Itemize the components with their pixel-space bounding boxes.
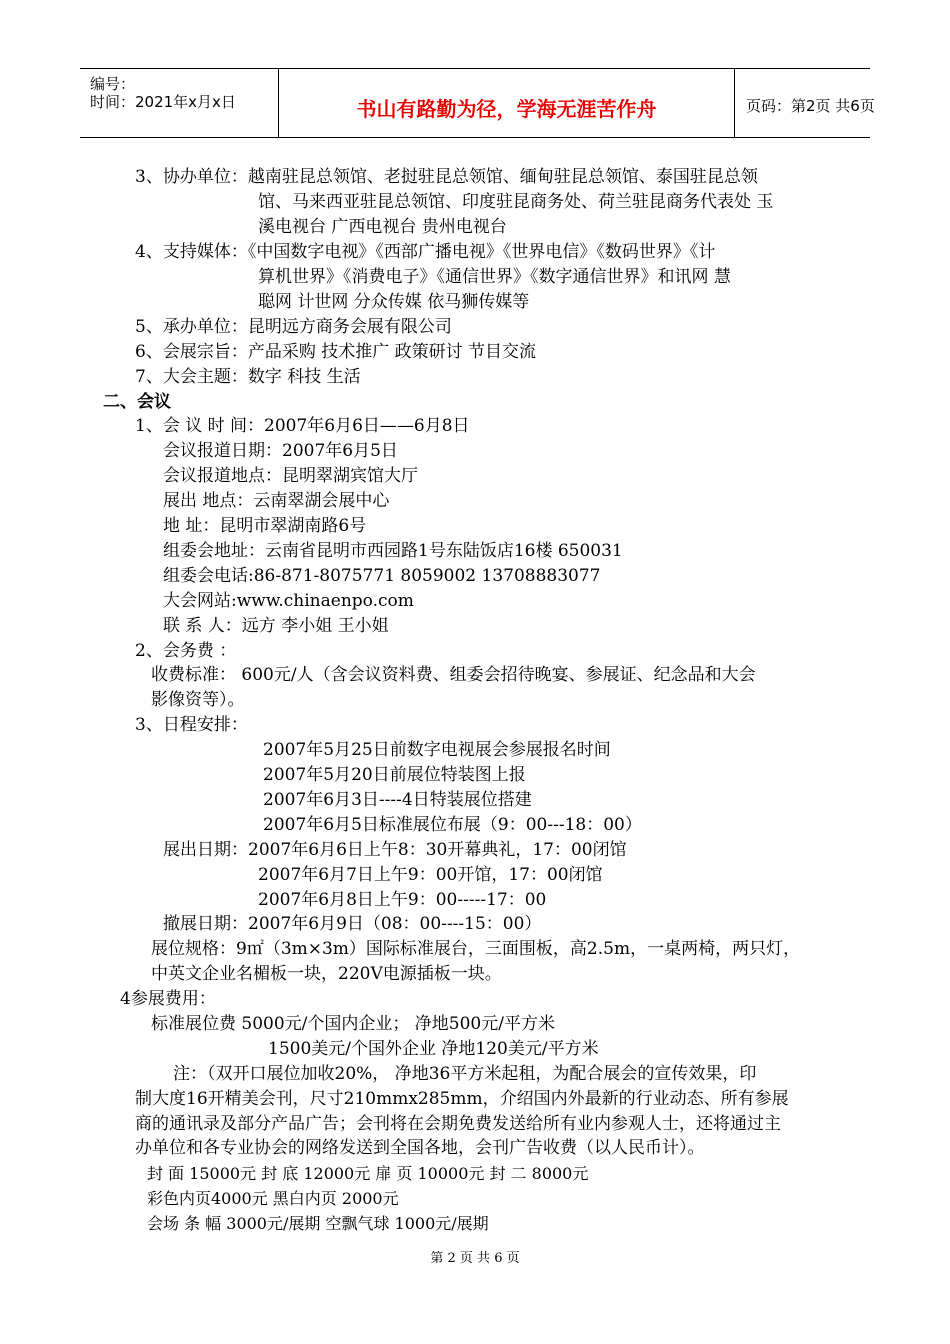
section-heading: 二、会议	[103, 392, 171, 412]
text-line: 4参展费用：	[120, 989, 216, 1009]
text-line: 2007年6月5日标准展位布展（9：00---18：00）	[263, 815, 642, 835]
page-footer: 第 2 页 共 6 页	[430, 1251, 520, 1266]
doc-number-label: 编号：	[90, 75, 136, 93]
text-line: 1500美元/个国外企业 净地120美元/平方米	[268, 1039, 599, 1059]
text-line: 撤展日期：2007年6月9日（08：00----15：00）	[163, 914, 542, 934]
text-line: 收费标准： 600元/人（含会议资料费、组委会招待晚宴、参展证、纪念品和大会	[151, 665, 756, 685]
text-line: 封 面 15000元 封 底 12000元 扉 页 10000元 封 二 8000元	[147, 1164, 589, 1183]
text-line: 会议报道地点：昆明翠湖宾馆大厅	[163, 466, 418, 486]
text-line: 算机世界》《消费电子》《通信世界》《数字通信世界》和讯网 慧	[258, 267, 731, 287]
text-line: 地 址：昆明市翠湖南路6号	[163, 516, 367, 536]
text-line: 馆、马来西亚驻昆总领馆、印度驻昆商务处、荷兰驻昆商务代表处 玉	[258, 192, 774, 212]
header-center-cell	[278, 69, 735, 137]
text-line: 组委会电话:86-871-8075771 8059002 13708883077	[163, 566, 601, 586]
doc-time-label: 时间：2021年x月x日	[90, 93, 236, 111]
text-line: 办单位和各专业协会的网络发送到全国各地，会刊广告收费（以人民币计）。	[135, 1138, 705, 1158]
text-line: 会场 条 幅 3000元/展期 空飘气球 1000元/展期	[147, 1214, 489, 1233]
text-line: 2007年5月20日前展位特装图上报	[263, 765, 526, 785]
text-line: 展出日期：2007年6月6日上午8：30开幕典礼，17：00闭馆	[163, 840, 627, 860]
text-line: 标准展位费 5000元/个国内企业； 净地500元/平方米	[151, 1014, 555, 1034]
text-line: 注：（双开口展位加收20%， 净地36平方米起租，为配合展会的宣传效果，印	[173, 1064, 757, 1084]
text-line: 商的通讯录及部分产品广告；会刊将在会期免费发送给所有业内参观人士，还将通过主	[135, 1114, 781, 1134]
text-line: 展位规格：9㎡（3m×3m）国际标准展台，三面围板，高2.5m，一桌两椅，两只灯，	[151, 939, 801, 959]
text-line: 影像资等）。	[151, 690, 245, 710]
text-line: 联 系 人：远方 李小姐 王小姐	[163, 616, 389, 636]
text-line: 制大度16开精美会刊，尺寸210mmx285mm，介绍国内外最新的行业动态、所有参展	[135, 1089, 789, 1109]
text-line: 会议报道日期：2007年6月5日	[163, 441, 398, 461]
text-line: 展出 地点：云南翠湖会展中心	[163, 491, 390, 511]
text-line: 彩色内页4000元 黑白内页 2000元	[147, 1189, 399, 1208]
text-line: 2007年6月3日----4日特装展位搭建	[263, 790, 532, 810]
header-motto: 书山有路勤为径，学海无涯苦作舟	[356, 97, 657, 121]
header-right-cell	[734, 69, 875, 137]
text-line: 7、大会主题：数字 科技 生活	[135, 367, 361, 387]
text-line: 2007年6月8日上午9：00-----17：00	[258, 890, 547, 910]
text-line: 溪电视台 广西电视台 贵州电视台	[258, 217, 507, 237]
page-number-label: 页码：第2页 共6页	[746, 97, 875, 115]
text-line: 4、支持媒体：《中国数字电视》《西部广播电视》《世界电信》《数码世界》《计	[135, 242, 716, 262]
page-header	[80, 68, 875, 138]
text-line: 大会网站:www.chinaenpo.com	[163, 591, 414, 611]
text-line: 1、会 议 时 间：2007年6月6日——6月8日	[135, 416, 470, 436]
text-line: 2、会务费 ：	[135, 641, 237, 661]
text-line: 2007年6月7日上午9：00开馆，17：00闭馆	[258, 865, 603, 885]
text-line: 2007年5月25日前数字电视展会参展报名时间	[263, 740, 611, 760]
header-left-cell	[80, 69, 278, 137]
text-line: 6、会展宗旨：产品采购 技术推广 政策研讨 节目交流	[135, 342, 537, 362]
text-line: 3、协办单位：越南驻昆总领馆、老挝驻昆总领馆、缅甸驻昆总领馆、泰国驻昆总领	[135, 167, 758, 187]
text-line: 5、承办单位：昆明远方商务会展有限公司	[135, 317, 452, 337]
text-line: 聪网 计世网 分众传媒 依马狮传媒等	[258, 292, 530, 312]
text-line: 中英文企业名楣板一块，220V电源插板一块。	[151, 964, 502, 984]
text-line: 3、日程安排：	[135, 715, 248, 735]
text-line: 组委会地址：云南省昆明市西园路1号东陆饭店16楼 650031	[163, 541, 623, 561]
